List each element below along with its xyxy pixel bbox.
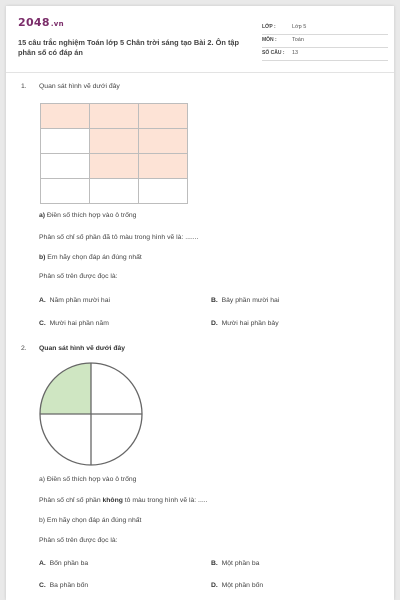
question-1-number: 1. [21,83,27,90]
grid-cell-shaded [90,104,139,129]
grid-cell [139,179,188,204]
document-title: 15 câu trắc nghiệm Toán lớp 5 Chân trời sáng tạo Bài 2. Ôn tập phân số có đáp án [18,38,240,57]
grid-cell [41,129,90,154]
question-1-part-a: a) Điền số thích hợp vào ô trống [39,212,137,219]
question-2-fraction-circle [38,361,144,467]
grid-cell [41,154,90,179]
meta-info [262,22,388,61]
question-2-read-text: Phân số trên được đọc là: [39,537,118,544]
document-header [18,16,384,68]
meta-question-count: SỐ CÂU : 13 [262,48,388,61]
grid-row [41,104,188,129]
question-1-read-text: Phân số trên được đọc là: [39,273,118,280]
question-2-prompt: Quan sát hình vẽ dưới đây [39,345,126,352]
grid-cell [41,179,90,204]
grid-cell-shaded [139,154,188,179]
question-2-part-b: b) Em hãy chọn đáp án đúng nhất [39,517,142,524]
question-2-number: 2. [21,345,27,352]
header-divider [6,72,394,73]
grid-cell-shaded [139,129,188,154]
question-1-fill-text: Phân số chỉ số phần đã tô màu trong hình vẽ là: ....... [39,234,199,241]
grid-row [41,154,188,179]
grid-cell-shaded [139,104,188,129]
question-1-fraction-grid [40,103,188,203]
question-2-option-d[interactable]: D. Một phần bốn [211,582,264,589]
document-page [6,6,394,600]
question-2-option-b[interactable]: B. Một phần ba [211,560,260,567]
grid-cell-shaded [90,129,139,154]
grid-row [41,129,188,154]
question-1-option-a[interactable]: A. Năm phần mười hai [39,297,110,304]
grid-cell-shaded [90,154,139,179]
grid-row [41,179,188,204]
question-1-option-d[interactable]: D. Mười hai phần bảy [211,320,279,327]
question-1-part-b: b) Em hãy chọn đáp án đúng nhất [39,254,142,261]
question-2-option-a[interactable]: A. Bốn phần ba [39,560,89,567]
shaded-quarter [40,363,91,414]
grid-cell-shaded [41,104,90,129]
question-2-fill-text: Phân số chỉ số phần không tô màu trong hình vẽ là: ..... [39,497,208,504]
meta-subject: MÔN : Toán [262,35,388,48]
site-logo[interactable]: 2048.vn [18,16,64,29]
question-1-option-c[interactable]: C. Mười hai phần năm [39,320,109,327]
question-2-option-c[interactable]: C. Ba phần bốn [39,582,89,589]
question-1-prompt: Quan sát hình vẽ dưới đây [39,83,120,90]
question-1-option-b[interactable]: B. Bảy phần mười hai [211,297,280,304]
question-2-part-a: a) Điền số thích hợp vào ô trống [39,476,137,483]
grid-cell [90,179,139,204]
meta-grade: LỚP : Lớp 5 [262,22,388,35]
